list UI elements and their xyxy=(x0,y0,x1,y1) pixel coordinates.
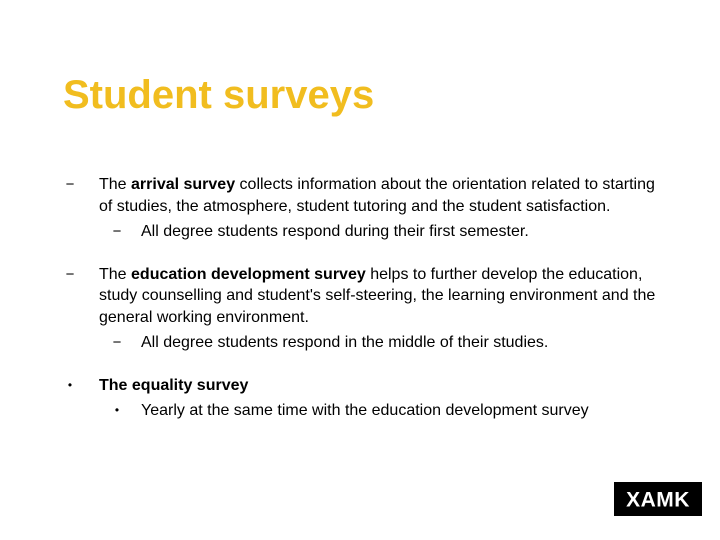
bullet-list xyxy=(60,174,660,422)
dash-bullet-icon: − xyxy=(112,334,122,351)
sub-bullet xyxy=(99,332,660,354)
dash-bullet-icon: − xyxy=(65,176,75,193)
bullet-education-development-survey xyxy=(60,264,660,354)
sub-bullet xyxy=(99,400,660,422)
bullet-bold-term: arrival survey xyxy=(131,176,236,193)
dash-bullet-icon: − xyxy=(112,223,122,240)
xamk-logo-icon xyxy=(614,482,702,516)
bullet-bold-term: The equality survey xyxy=(99,376,249,394)
sub-bullet-text: All degree students respond in the middle of their studies. xyxy=(141,334,549,351)
sub-bullet-text: Yearly at the same time with the education development survey xyxy=(141,402,589,419)
sub-bullet xyxy=(99,221,660,243)
bullet-text xyxy=(99,264,660,329)
slide-title: Student surveys xyxy=(63,73,375,117)
bullet-text xyxy=(99,174,660,217)
bullet-text xyxy=(99,375,660,397)
dot-bullet-icon: • xyxy=(67,377,73,392)
dot-bullet-icon: • xyxy=(114,403,120,417)
bullet-arrival-survey xyxy=(60,174,660,243)
bullet-bold-term: education development survey xyxy=(131,265,366,283)
bullet-text-prefix: The xyxy=(99,176,132,193)
sub-bullet-text: All degree students respond during their first semester. xyxy=(141,223,529,240)
bullet-text-body: collects information about the orientation related to starting of studies, the atmosphere, student tutoring and the student satisfaction. xyxy=(99,176,655,215)
dash-bullet-icon: − xyxy=(65,265,75,283)
bullet-text-prefix: The xyxy=(99,265,132,283)
xamk-logo xyxy=(614,482,702,516)
logo-text: XAMK xyxy=(626,488,690,512)
bullet-text-body: helps to further develop the education, study counselling and student's self-steering, the learning environment and the general working environment. xyxy=(99,265,656,326)
bullet-equality-survey xyxy=(60,375,660,422)
